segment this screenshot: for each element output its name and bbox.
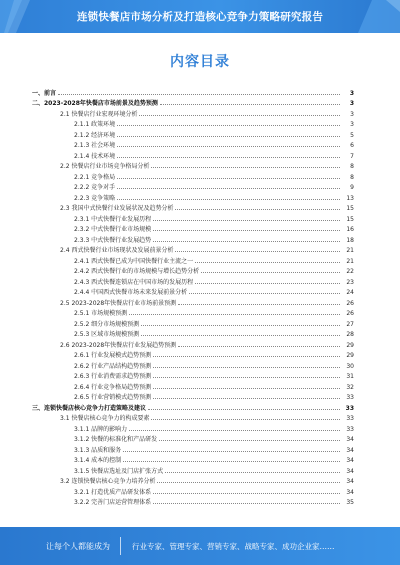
toc-entry-title: 2.6.3 行业消费需求趋势预测 [74,373,152,380]
toc-entry-page: 3 [349,89,354,97]
toc-entry-page: 28 [346,331,354,338]
toc-leader-dots [153,398,340,399]
toc-leader-dots [58,94,340,95]
toc-entry-title: 2.4.2 西式快餐行业的市场规模与增长趋势分析 [74,268,200,275]
toc-entry-page: 33 [345,404,354,412]
toc-entry-title: 3.1.5 快餐店选址及门店扩张方式 [74,467,164,475]
toc-entry[interactable] [32,223,354,234]
toc-leader-dots [153,367,340,368]
toc-entry-title: 2.1.3 社会环境 [74,142,116,149]
toc-leader-dots [117,199,340,200]
toc-leader-dots [153,377,340,378]
toc-entry-title: 2.1.1 政策环境 [74,121,116,128]
toc-entry-title: 3.1.2 快餐的标准化和产品研发 [74,436,158,443]
toc-entry-page: 29 [346,341,354,349]
toc-entry-title: 2.5 2023-2028年快餐店行业市场前景预测 [60,299,177,307]
toc-entry-title: 2.6.5 行业营销模式趋势预测 [74,394,152,401]
toc-entry[interactable] [32,118,354,129]
toc-entry-title: 2.6.1 行业发展模式趋势预测 [74,352,152,359]
toc-entry-page: 34 [346,457,354,464]
toc-entry-page: 13 [346,194,354,202]
toc-entry[interactable] [32,307,354,318]
toc-entry-page: 18 [346,236,354,244]
toc-leader-dots [117,188,340,189]
toc-leader-dots [148,409,340,410]
toc-leader-dots [178,304,340,305]
toc-entry[interactable] [32,275,354,286]
toc-entry-title: 2.4.1 西式快餐已成为中国快餐行业主流之一 [74,257,194,265]
toc-entry-title: 2.1.2 经济环境 [74,131,116,139]
toc-entry-page: 30 [346,362,354,370]
toc-entry-page: 34 [346,488,354,496]
toc-entry[interactable] [32,338,354,349]
toc-leader-dots [178,346,340,347]
toc-leader-dots [129,430,340,431]
toc-entry[interactable] [32,412,354,423]
toc-entry-title: 2.1.4 技术环境 [74,152,116,160]
toc-leader-dots [195,283,340,284]
toc-entry-title: 2.2.1 竞争格局 [74,173,116,181]
toc-leader-dots [117,178,340,179]
toc-entry[interactable] [32,496,354,507]
toc-entry[interactable] [32,349,354,360]
toc-entry[interactable] [32,401,354,412]
toc-entry-page: 21 [346,257,354,265]
toc-entry[interactable] [32,380,354,391]
toc-leader-dots [165,472,340,473]
toc-entry[interactable] [32,328,354,339]
toc-entry-page: 33 [346,415,354,422]
toc-entry-title: 3.1 快餐店核心竞争力的构成要素 [60,415,150,422]
toc-leader-dots [157,482,340,483]
toc-entry[interactable] [32,254,354,265]
toc-leader-dots [117,146,340,147]
toc-leader-dots [175,209,340,210]
toc-leader-dots [151,167,340,168]
toc-entry-title: 2.4.4 中国西式快餐市场未来发展前景分析 [74,289,188,296]
toc-leader-dots [117,136,340,137]
toc-entry-page: 31 [346,373,354,380]
toc-entry[interactable] [32,370,354,381]
toc-entry-page: 5 [350,131,354,139]
toc-entry[interactable] [32,191,354,202]
toc-entry[interactable] [32,454,354,465]
toc-entry-page: 3 [350,121,354,128]
toc-entry-page: 34 [346,467,354,475]
footer-slogan-right: 行业专家、管理专家、营销专家、战略专家、成功企业家…… [132,542,335,551]
toc-entry-title: 二、2023-2028年快餐店市场前景及趋势预测 [32,100,158,107]
toc-entry-title: 2.2 快餐店行业市场竞争格局分析 [60,163,150,170]
toc-entry-title: 3.2.1 打造优质产品研发体系 [74,488,152,496]
toc-entry-title: 2.5.2 细分市场规模预测 [74,320,140,328]
toc-entry[interactable] [32,202,354,213]
toc-entry[interactable] [32,433,354,444]
footer-banner [0,527,400,565]
footer-slogan-left: 让每个人都能成为 [46,542,110,551]
toc-entry-page: 23 [346,278,354,286]
footer-divider [120,537,121,555]
toc-entry[interactable] [32,97,354,108]
toc-entry-title: 2.4.3 西式快餐连锁店在中国市场的发展历程 [74,278,194,286]
toc-entry-title: 2.3 我国中式快餐行业发展状况及趋势分析 [60,205,174,212]
toc-entry-title: 2.2.3 竞争策略 [74,194,116,202]
toc-entry-title: 2.6.2 行业产品结构趋势预测 [74,362,152,370]
toc-entry[interactable] [32,296,354,307]
toc-entry-title: 3.2 连锁快餐店核心竞争力培养分析 [60,478,156,485]
toc-entry-page: 33 [346,394,354,401]
toc-leader-dots [139,115,340,116]
toc-heading: 内容目录 [170,54,230,70]
toc-leader-dots [123,461,340,462]
toc-entry-page: 8 [350,173,354,181]
toc-leader-dots [160,104,340,105]
toc-entry-page: 33 [346,425,354,433]
toc-leader-dots [195,262,340,263]
toc-leader-dots [153,388,340,389]
toc-entry-page: 15 [346,205,354,212]
toc-entry-title: 2.6.4 行业竞争格局趋势预测 [74,383,152,391]
header-banner [0,0,400,33]
toc-leader-dots [153,241,340,242]
toc-entry-page: 21 [346,247,354,254]
table-of-contents [32,86,354,506]
toc-entry-page: 34 [346,436,354,443]
toc-entry-title: 2.2.2 竞争对手 [74,184,116,191]
toc-entry-title: 2.4 西式快餐行业市场现状及发展前景分析 [60,247,174,254]
toc-leader-dots [129,314,340,315]
toc-entry-title: 2.5.3 区域市场规模预测 [74,331,140,338]
toc-entry-page: 24 [346,289,354,296]
toc-entry[interactable] [32,107,354,118]
toc-entry-page: 29 [346,352,354,359]
toc-entry-title: 3.2.2 完善门店运营管理体系 [74,499,152,506]
toc-entry-page: 34 [346,446,354,454]
toc-leader-dots [153,230,340,231]
toc-entry[interactable] [32,149,354,160]
toc-entry[interactable] [32,265,354,276]
toc-entry[interactable] [32,139,354,150]
toc-leader-dots [189,293,340,294]
toc-entry-title: 3.1.3 品质和服务 [74,446,122,454]
toc-entry[interactable] [32,244,354,255]
toc-entry-page: 6 [350,142,354,149]
toc-entry-page: 3 [350,110,354,118]
toc-leader-dots [201,272,340,273]
toc-entry[interactable] [32,286,354,297]
toc-leader-dots [153,503,340,504]
toc-leader-dots [153,356,340,357]
toc-leader-dots [117,125,340,126]
toc-entry[interactable] [32,485,354,496]
toc-entry-page: 35 [346,499,354,506]
toc-entry-title: 3.1.1 品牌的影响力 [74,425,128,433]
toc-entry-title: 一、前言 [32,89,57,97]
toc-entry-page: 8 [350,163,354,170]
toc-entry[interactable] [32,233,354,244]
toc-entry-title: 2.3.3 中式快餐行业发展趋势 [74,236,152,244]
toc-entry[interactable] [32,475,354,486]
toc-entry[interactable] [32,128,354,139]
toc-entry-page: 3 [349,100,354,107]
toc-leader-dots [141,325,340,326]
toc-entry[interactable] [32,464,354,475]
toc-entry-page: 22 [346,268,354,275]
toc-entry[interactable] [32,317,354,328]
toc-entry-page: 9 [350,184,354,191]
toc-entry-title: 2.3.1 中式快餐行业发展历程 [74,215,152,223]
toc-entry[interactable] [32,181,354,192]
toc-entry-page: 7 [350,152,354,160]
toc-leader-dots [117,157,340,158]
toc-entry-page: 32 [346,383,354,391]
toc-entry-title: 三、连锁快餐店核心竞争力打造策略及建议 [32,404,147,412]
toc-entry[interactable] [32,170,354,181]
toc-entry-page: 34 [346,478,354,485]
toc-leader-dots [175,251,340,252]
toc-leader-dots [153,493,340,494]
toc-entry[interactable] [32,391,354,402]
toc-entry[interactable] [32,86,354,97]
toc-entry-title: 2.5.1 市场规模预测 [74,310,128,317]
toc-entry-page: 26 [346,310,354,317]
toc-entry-title: 2.1 快餐店行业宏观环境分析 [60,110,138,118]
toc-leader-dots [153,220,340,221]
toc-entry-title: 2.3.2 中式快餐行业市场规模 [74,226,152,233]
toc-leader-dots [159,440,340,441]
toc-entry-title: 3.1.4 成本的控制 [74,457,122,464]
toc-leader-dots [123,451,340,452]
toc-entry-page: 16 [346,226,354,233]
toc-entry-page: 27 [346,320,354,328]
toc-entry[interactable] [32,422,354,433]
toc-entry-title: 2.6 2023-2028年快餐店行业发展趋势预测 [60,341,177,349]
toc-entry[interactable] [32,212,354,223]
toc-entry-page: 26 [346,299,354,307]
toc-entry[interactable] [32,359,354,370]
toc-entry[interactable] [32,443,354,454]
report-title: 连锁快餐店市场分析及打造核心竞争力策略研究报告 [76,11,324,23]
toc-entry-page: 15 [346,215,354,223]
toc-leader-dots [151,419,340,420]
toc-entry[interactable] [32,160,354,171]
toc-leader-dots [141,335,340,336]
